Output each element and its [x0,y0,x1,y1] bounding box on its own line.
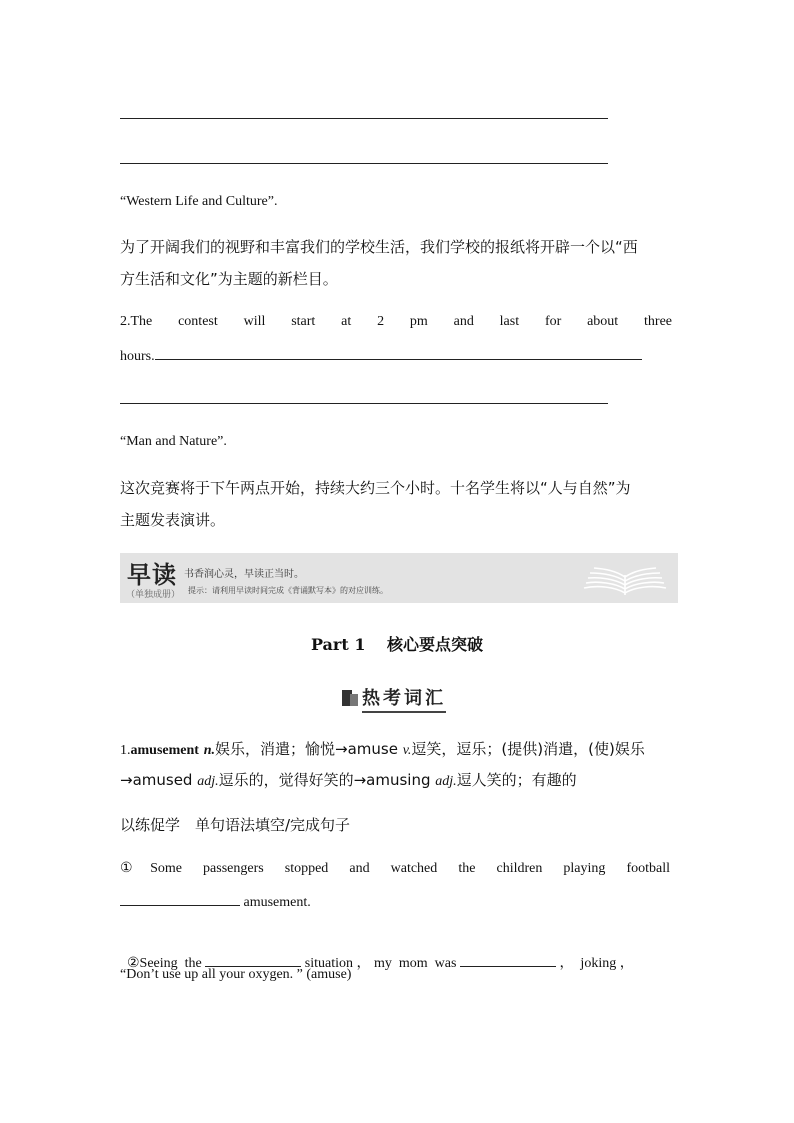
q1-chinese-line-2: 方生活和文化”为主题的新栏目。 [120,270,338,288]
answer-line [120,163,608,164]
exercise-1-line-1: ①Some passengers stopped and watched the children playing football [120,861,670,876]
section-heading [342,686,446,710]
banner-title: 早读 [127,560,177,589]
answer-line [120,118,608,119]
answer-blank[interactable] [205,952,301,967]
q2-chinese-line-2: 主题发表演讲。 [120,511,226,529]
q1-english-tail: “Western Life and Culture”. [120,194,278,209]
q2-english-line-1: 2.The contest will start at 2 pm and last for about three [120,314,673,329]
exercise-1-line-2: amusement. [120,891,311,911]
morning-reading-banner [120,553,678,603]
answer-line [120,403,608,404]
q1-chinese-line-1: 为了开阔我们的视野和丰富我们的学校生活，我们学校的报纸将开辟一个以“西 [120,238,638,256]
answer-blank[interactable] [460,952,556,967]
exercise-2-line-1: ②Seeing the situation ， my mom was ， joking ， [120,936,634,972]
section-marker-icon [342,690,358,706]
answer-blank[interactable] [120,891,240,906]
vocab-item-line-2: →amused adj.逗乐的，觉得好笑的→amusing adj.逗人笑的；有趣的 [120,771,577,789]
banner-slogan: 书香润心灵，早读正当时。 [184,569,304,580]
practice-label: 以练促学 单句语法填空/完成句子 [120,816,351,834]
exercise-2-line-2: “Don’t use up all your oxygen. ” (amuse) [120,967,352,982]
q2-chinese-line-1: 这次竞赛将于下午两点开始，持续大约三个小时。十名学生将以“人与自然”为 [120,479,631,497]
banner-subtitle: （单独成册） [126,590,181,600]
banner-tip: 提示：请利用早读时间完成《背诵默写本》的对应训练。 [188,586,388,595]
answer-blank[interactable] [155,345,642,360]
q2-english-line-2: hours. [120,345,642,365]
section-heading-text: 热考词汇 [362,684,446,713]
vocab-item-line-1: 1.amusement n.娱乐，消遣；愉悦→amuse v.逗笑，逗乐；(提供)消遣，(使)娱乐 [120,740,645,758]
part-title: Part 1 核心要点突破 [310,635,484,654]
q2-english-tail: “Man and Nature”. [120,434,227,449]
open-book-icon [580,561,670,599]
